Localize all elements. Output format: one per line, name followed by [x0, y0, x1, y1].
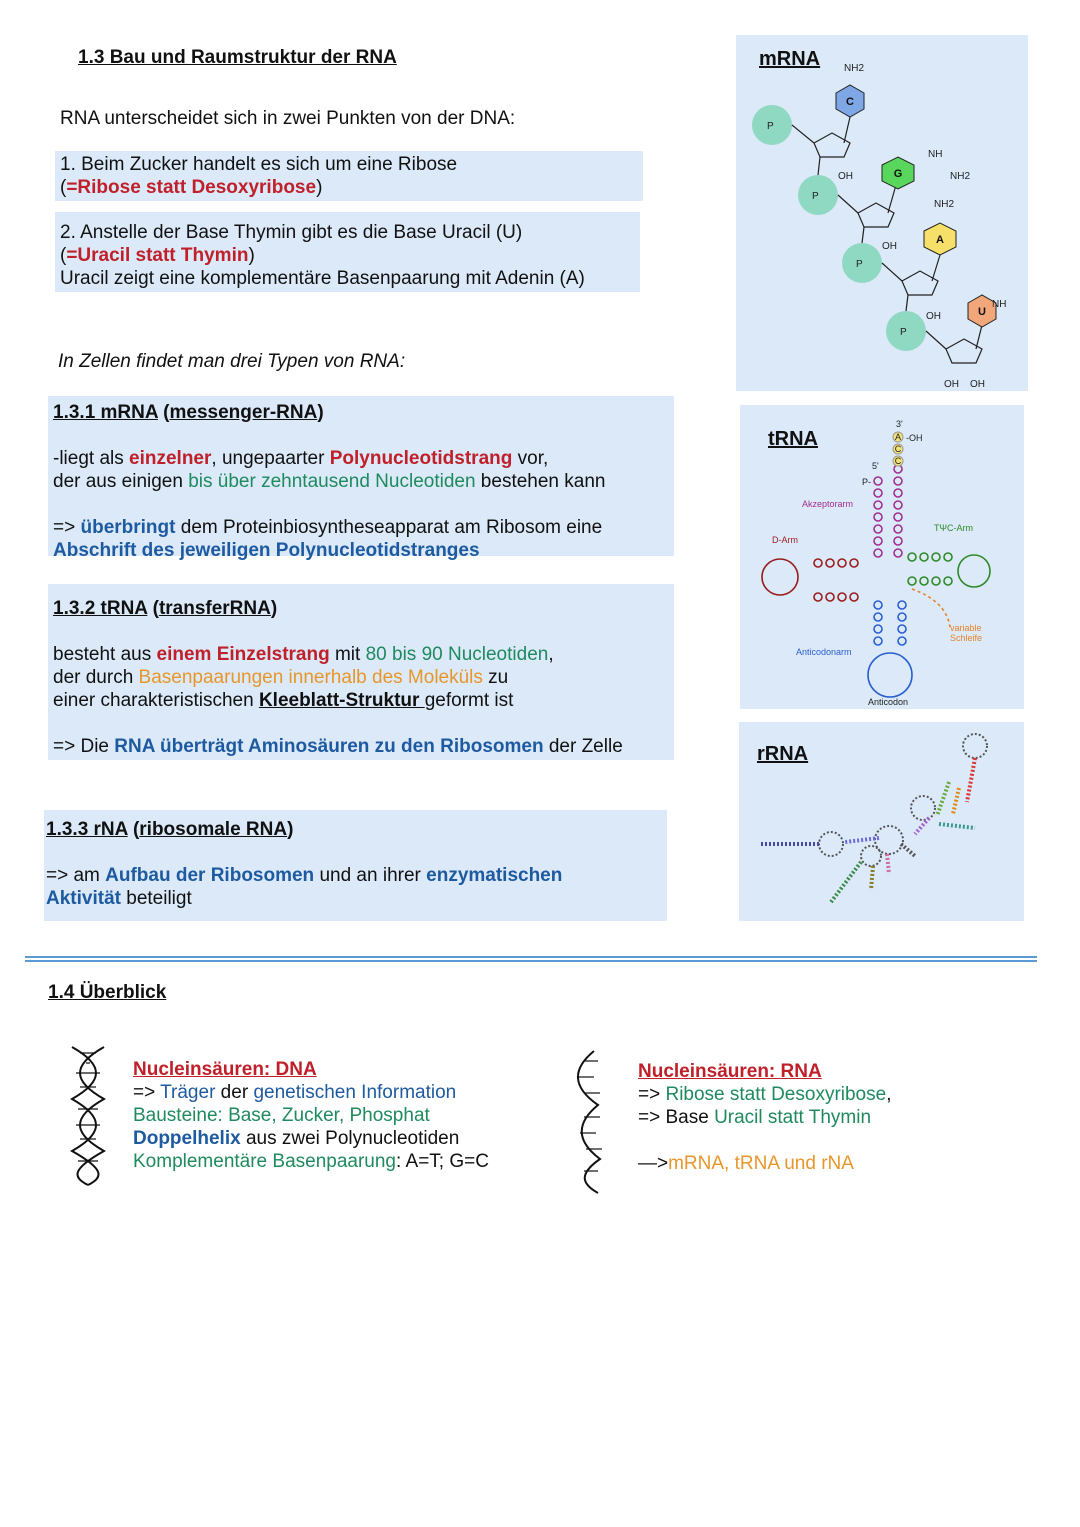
mrna-heading: 1.3.1 mRNA (messenger-RNA)	[53, 402, 324, 423]
section-title-1-3: 1.3 Bau und Raumstruktur der RNA	[78, 47, 397, 68]
svg-text:5': 5'	[872, 461, 879, 471]
svg-text:NH: NH	[992, 299, 1007, 310]
svg-text:NH2: NH2	[950, 171, 971, 182]
svg-text:OH: OH	[882, 241, 897, 252]
mrna-figure-label: mRNA	[759, 48, 821, 70]
svg-text:Anticodonarm: Anticodonarm	[796, 647, 852, 657]
svg-text:C: C	[894, 444, 902, 454]
base-u: U	[978, 306, 986, 318]
svg-text:OH: OH	[970, 379, 985, 390]
svg-text:OH: OH	[926, 311, 941, 322]
svg-text:TΨC-Arm: TΨC-Arm	[934, 523, 974, 533]
base-g: G	[893, 168, 903, 180]
rrna-heading: 1.3.3 rNA (ribosomale RNA)	[46, 819, 294, 840]
svg-text:A: A	[894, 432, 902, 442]
svg-text:P-: P-	[862, 477, 871, 487]
svg-text:P: P	[856, 259, 863, 270]
rrna-text: 1.3.3 rNA (ribosomale RNA) => am Aufbau der Ribosomen und an ihrer enzymatischen Aktivität beteiligt	[46, 819, 563, 909]
rna-summary-title: Nucleinsäuren: RNA	[638, 1061, 822, 1082]
rna-summary: Nucleinsäuren: RNA => Ribose statt Desoxyribose, => Base Uracil statt Thymin —>mRNA, tRNA und rNA	[638, 1061, 892, 1174]
dna-summary: Nucleinsäuren: DNA => Träger der genetischen Information Bausteine: Base, Zucker, Phosphat Doppelhelix aus zwei Polynucleotiden Komplementäre Basenpaarung: A=T; G=C	[133, 1059, 489, 1172]
trna-figure-label: tRNA	[768, 428, 818, 450]
section-divider	[25, 956, 1037, 958]
base-a: A	[936, 234, 944, 246]
svg-text:Anticodon: Anticodon	[868, 697, 909, 707]
svg-text:variable: variable	[950, 623, 982, 633]
svg-text:NH2: NH2	[844, 63, 865, 74]
rna-single-strand-icon	[570, 1047, 610, 1195]
section-title-1-4: 1.4 Überblick	[48, 982, 167, 1003]
svg-text:Akzeptorarm: Akzeptorarm	[802, 499, 854, 509]
svg-text:NH: NH	[928, 149, 943, 160]
dna-summary-title: Nucleinsäuren: DNA	[133, 1059, 317, 1080]
svg-text:C: C	[894, 456, 902, 466]
point1-text: 1. Beim Zucker handelt es sich um eine Ribose (=Ribose statt Desoxyribose)	[60, 154, 458, 198]
rrna-structure-diagram	[739, 722, 1024, 921]
rna-types-intro: In Zellen findet man drei Typen von RNA:	[58, 351, 406, 372]
trna-text: 1.3.2 tRNA (transferRNA) besteht aus einem Einzelstrang mit 80 bis 90 Nucleotiden, der durch Basenpaarungen innerhalb des Moleküls zu einer charakteristischen Kleeblatt-Struktur geformt ist => Die RNA überträgt Aminosäuren zu den Ribosomen der Zelle	[53, 598, 623, 757]
section-divider-2	[25, 960, 1037, 962]
svg-text:-OH: -OH	[906, 433, 923, 443]
base-c: C	[846, 96, 854, 108]
trna-cloverleaf-diagram	[740, 405, 1024, 709]
mrna-structure-diagram	[736, 35, 1028, 391]
svg-text:OH: OH	[838, 171, 853, 182]
point2-text: 2. Anstelle der Base Thymin gibt es die Base Uracil (U) (=Uracil statt Thymin) Uracil zeigt eine komplementäre Basenpaarung mit Adenin (A)	[60, 222, 585, 289]
svg-text:Schleife: Schleife	[950, 633, 983, 643]
mrna-text: 1.3.1 mRNA (messenger-RNA) -liegt als einzelner, ungepaarter Polynucleotidstrang vor, der aus einigen bis über zehntausend Nucleotiden bestehen kann => überbringt dem Proteinbiosyntheseapparat am Ribosom eine Abschrift des jeweiligen Polynucleotidstranges	[53, 402, 606, 561]
svg-text:P: P	[812, 191, 819, 202]
svg-text:D-Arm: D-Arm	[772, 535, 798, 545]
svg-text:3': 3'	[896, 419, 903, 429]
svg-text:P: P	[900, 327, 907, 338]
svg-text:P: P	[767, 121, 774, 132]
svg-text:NH2: NH2	[934, 199, 955, 210]
rrna-figure-label: rRNA	[757, 743, 809, 765]
dna-double-helix-icon	[66, 1043, 110, 1189]
svg-text:OH: OH	[944, 379, 959, 390]
trna-heading: 1.3.2 tRNA (transferRNA)	[53, 598, 278, 619]
intro-text: RNA unterscheidet sich in zwei Punkten von der DNA:	[60, 108, 516, 129]
